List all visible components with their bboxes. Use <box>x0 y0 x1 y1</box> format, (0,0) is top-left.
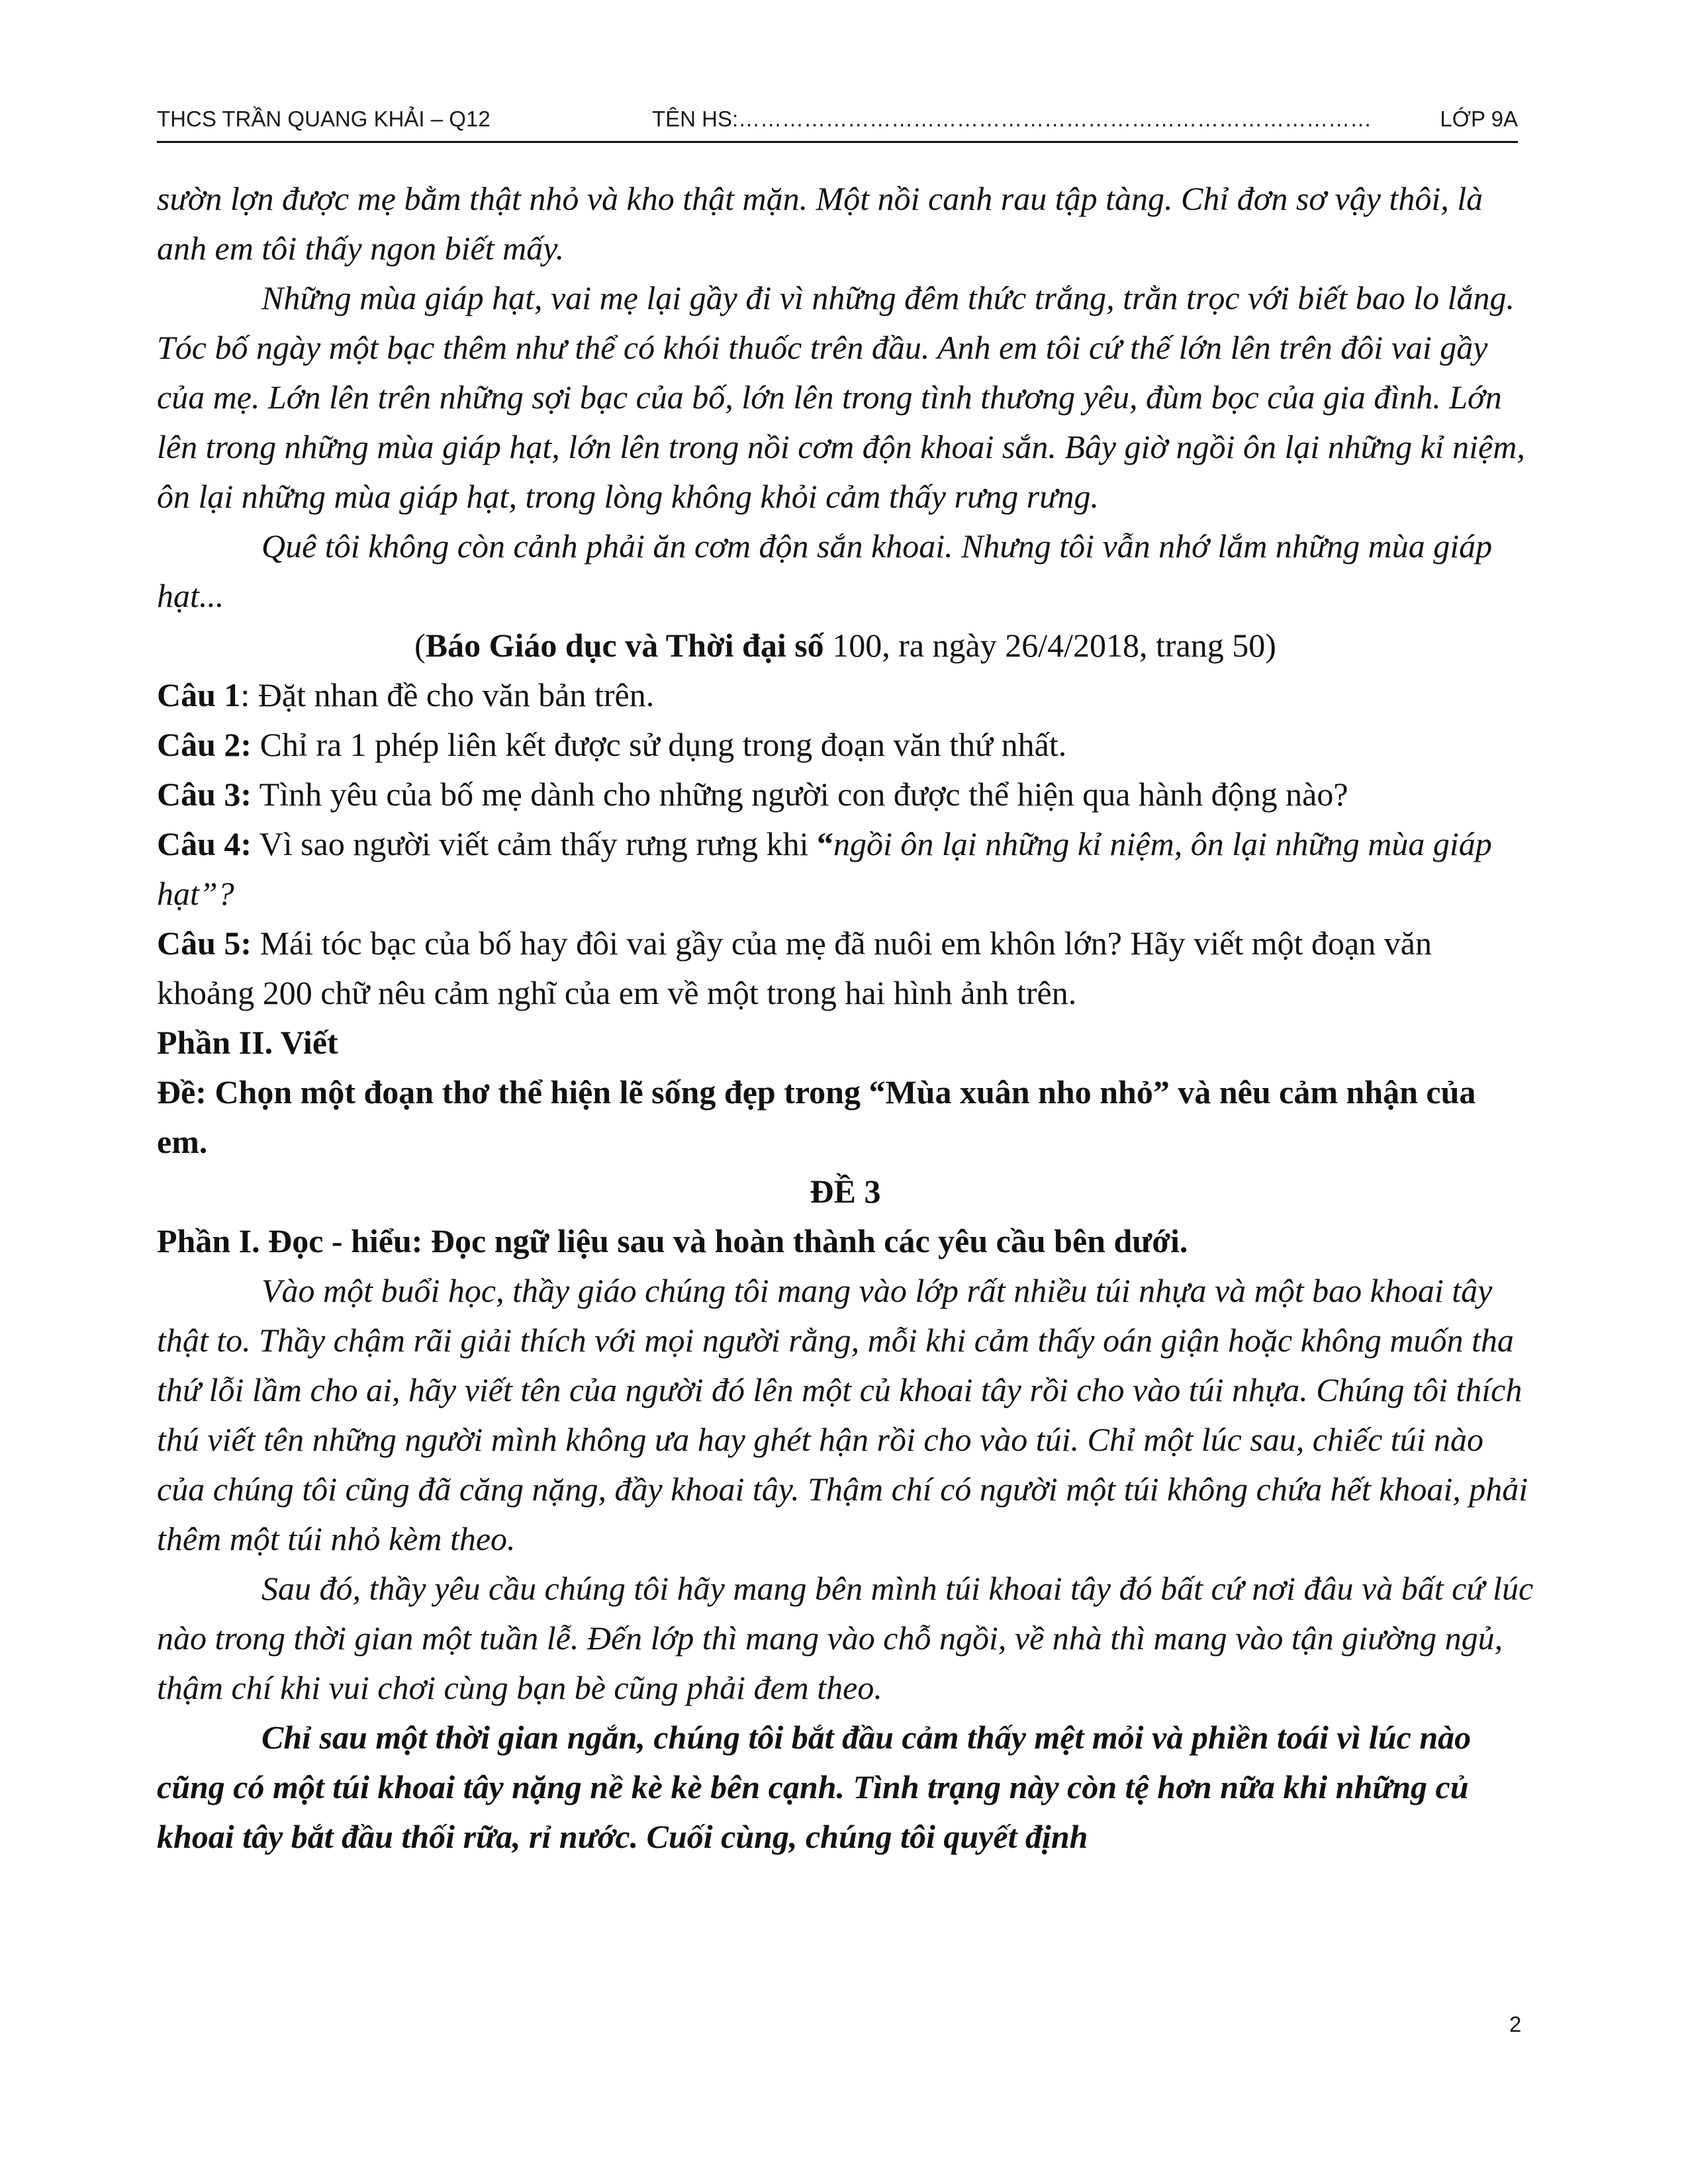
exam-3-paragraph-1: Vào một buổi học, thầy giáo chúng tôi mang vào lớp rất nhiều túi nhựa và một bao khoai tây thật to. Thầy chậm rãi giải thích với mọi người rằng, mỗi khi cảm thấy oán giận hoặc không muốn tha thứ lỗi lầm cho ai, hãy viết tên của người đó lên một củ khoai tây rồi cho vào túi nhựa. Chúng tôi thích thú viết tên những người mình không ưa hay ghét hận rồi cho vào túi. Chỉ một lúc sau, chiếc túi nào của chúng tôi cũng đã căng nặng, đầy khoai tây. Thậm chí có người một túi không chứa hết khoai, phải thêm một túi nhỏ kèm theo. <box>157 1272 1528 1557</box>
question-4-quote: ngồi ôn lại những kỉ niệm, ôn lại những mùa giáp hạt”? <box>157 825 1492 912</box>
question-1-label: Câu 1 <box>157 676 241 713</box>
school-name: THCS TRẦN QUANG KHẢI – Q12 <box>157 107 491 131</box>
question-4 <box>157 819 1534 919</box>
question-1-text: : Đặt nhan đề cho văn bản trên. <box>240 676 655 713</box>
header-divider <box>157 141 1518 143</box>
question-3 <box>157 770 1534 819</box>
question-2 <box>157 720 1534 770</box>
question-5-label: Câu 5: <box>157 925 252 962</box>
passage-paragraph-2: Những mùa giáp hạt, vai mẹ lại gầy đi vì những đêm thức trắng, trằn trọc với biết bao lo lắng. Tóc bố ngày một bạc thêm như thể có khói thuốc trên đầu. Anh em tôi cứ thế lớn lên trên đôi vai gầy của mẹ. Lớn lên trên những sợi bạc của bố, lớn lên trong tình thương yêu, đùm bọc của gia đình. Lớn lên trong những mùa giáp hạt, lớn lên trong nồi cơm độn khoai sắn. Bây giờ ngồi ôn lại những kỉ niệm, ôn lại những mùa giáp hạt, trong lòng không khỏi cảm thấy rưng rưng. <box>157 279 1525 515</box>
page-number: 2 <box>1509 2012 1522 2036</box>
question-1 <box>157 670 1534 720</box>
part-2-heading: Phần II. Viết <box>157 1024 338 1061</box>
student-name-field: TÊN HS:…………………………………………………………………………… <box>652 107 1372 131</box>
question-4-text: Vì sao người viết cảm thấy rưng rưng khi <box>252 825 817 862</box>
question-3-label: Câu 3: <box>157 776 252 813</box>
source-citation <box>157 621 1534 670</box>
exam-3-part-1-heading: Phần I. Đọc - hiểu: Đọc ngữ liệu sau và hoàn thành các yêu cầu bên dưới. <box>157 1222 1188 1259</box>
part-2-prompt: Đề: Chọn một đoạn thơ thể hiện lẽ sống đẹp trong “Mùa xuân nho nhỏ” và nêu cảm nhận của em. <box>157 1073 1476 1160</box>
passage-paragraph-1: sườn lợn được mẹ bằm thật nhỏ và kho thật mặn. Một nồi canh rau tập tàng. Chỉ đơn sơ vậy thôi, là anh em tôi thấy ngon biết mấy. <box>157 180 1483 267</box>
page-header <box>157 101 1518 138</box>
exam-3-title: ĐỀ 3 <box>810 1173 881 1210</box>
exam-3-paragraph-2: Sau đó, thầy yêu cầu chúng tôi hãy mang bên mình túi khoai tây đó bất cứ nơi đâu và bất cứ lúc nào trong thời gian một tuần lễ. Đến lớp thì mang vào chỗ ngồi, về nhà thì mang vào tận giường ngủ, thậm chí khi vui chơi cùng bạn bè cũng phải đem theo. <box>157 1570 1534 1706</box>
document-body <box>157 174 1534 1862</box>
source-details: 100, ra ngày 26/4/2018, trang 50) <box>823 627 1276 664</box>
class-label: LỚP 9A <box>1440 107 1518 131</box>
question-3-text: Tình yêu của bố mẹ dành cho những người con được thể hiện qua hành động nào? <box>252 776 1348 813</box>
source-open: ( <box>414 627 426 664</box>
source-publication: Báo Giáo dục và Thời đại số <box>425 627 824 664</box>
exam-3-paragraph-3: Chỉ sau một thời gian ngắn, chúng tôi bắt đầu cảm thấy mệt mỏi và phiền toái vì lúc nào cũng có một túi khoai tây nặng nề kè kè bên cạnh. Tình trạng này còn tệ hơn nữa khi những củ khoai tây bắt đầu thối rữa, rỉ nước. Cuối cùng, chúng tôi quyết định <box>157 1719 1472 1855</box>
question-4-label: Câu 4: <box>157 825 252 862</box>
question-5-text: Mái tóc bạc của bố hay đôi vai gầy của mẹ đã nuôi em khôn lớn? Hãy viết một đoạn văn khoảng 200 chữ nêu cảm nghĩ của em về một trong hai hình ảnh trên. <box>157 925 1432 1011</box>
question-2-label: Câu 2: <box>157 726 252 763</box>
passage-paragraph-3: Quê tôi không còn cảnh phải ăn cơm độn sắn khoai. Nhưng tôi vẫn nhớ lắm những mùa giáp hạt... <box>157 527 1493 614</box>
question-4-quote-mark: “ <box>816 825 833 862</box>
question-2-text: Chỉ ra 1 phép liên kết được sử dụng trong đoạn văn thứ nhất. <box>252 726 1067 763</box>
question-5 <box>157 919 1534 1018</box>
